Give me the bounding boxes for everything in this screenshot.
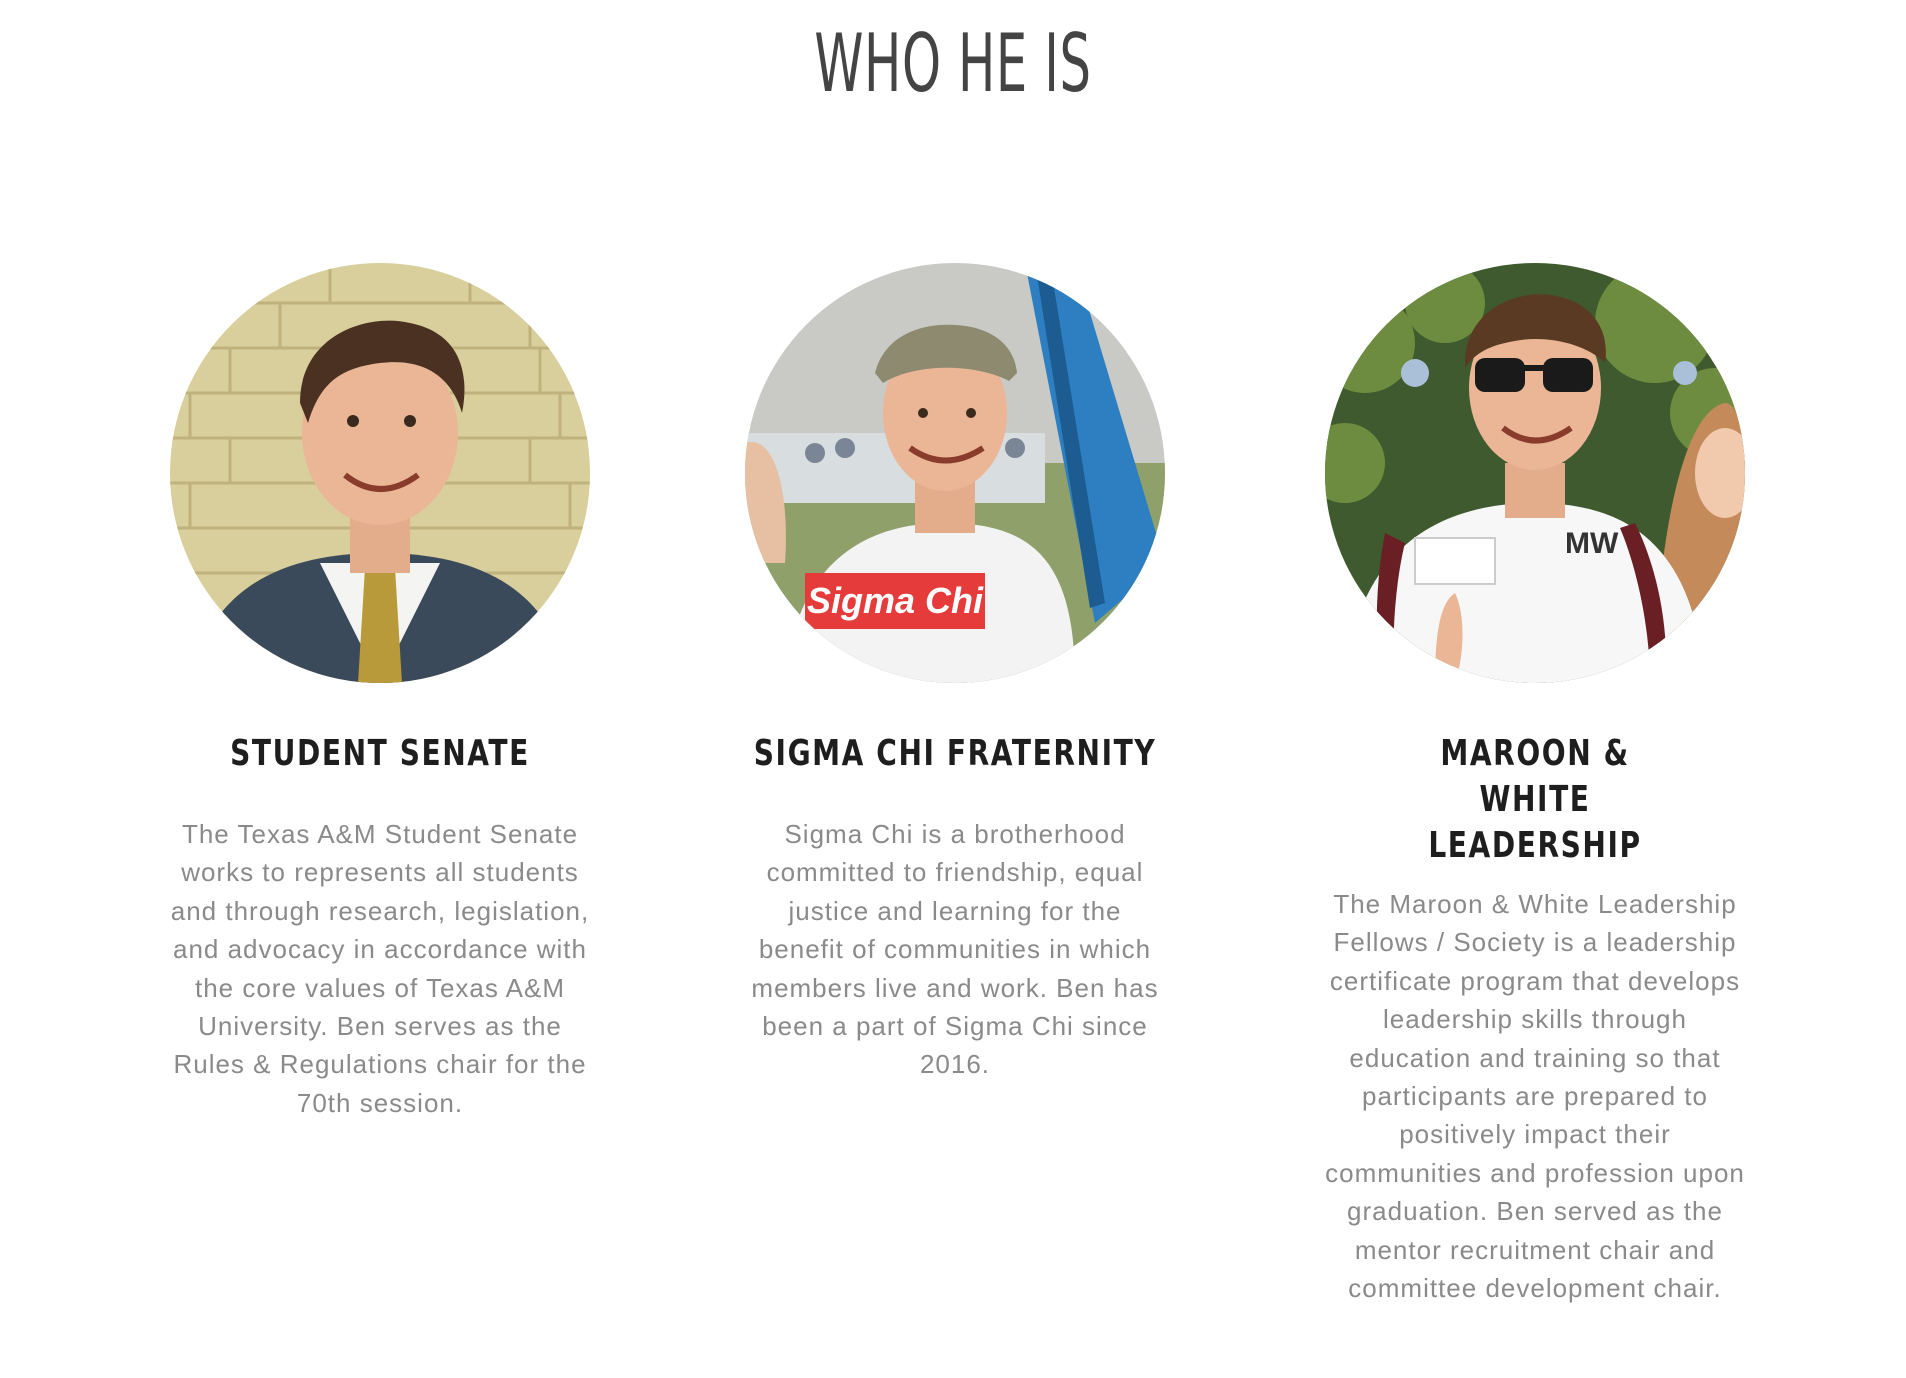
card-columns <box>0 263 1906 1363</box>
student-senate-photo <box>170 263 590 683</box>
sigma-chi-photo-image <box>745 263 1165 683</box>
maroon-white-photo-image <box>1325 263 1745 683</box>
card-title: SIGMA CHI FRATERNITY <box>753 733 1157 774</box>
card-title: STUDENT SENATE <box>230 733 530 774</box>
card-student-senate <box>170 263 590 1122</box>
sigma-chi-shirt-text: Sigma Chi <box>806 580 984 621</box>
card-description: The Maroon & White Leadership Fellows / Society is a leadership certificate program that develops leadership skills through education and training so that participants are prepared to positively impact their communities and profession upon graduation. Ben served as the mentor recruitment chair and committee development chair. <box>1325 889 1745 1304</box>
card-description: The Texas A&M Student Senate works to represents all students and through research, legislation, and advocacy in accordance with the core values of Texas A&M University. Ben serves as the Rules & Regulations chair for the 70th session. <box>170 819 590 1118</box>
maroon-white-logo-text: MW <box>1565 527 1619 560</box>
card-title: MAROON & WHITE LEADERSHIP <box>1428 733 1642 866</box>
maroon-white-photo <box>1325 263 1745 683</box>
student-senate-photo-image <box>170 263 590 683</box>
card-description: Sigma Chi is a brotherhood committed to friendship, equal justice and learning for the benefit of communities in which members live and work. Ben has been a part of Sigma Chi since 2016. <box>751 819 1159 1080</box>
sigma-chi-photo <box>745 263 1165 683</box>
card-sigma-chi <box>745 263 1165 1084</box>
card-maroon-white <box>1325 263 1745 1307</box>
page-title: WHO HE IS <box>814 17 1092 110</box>
